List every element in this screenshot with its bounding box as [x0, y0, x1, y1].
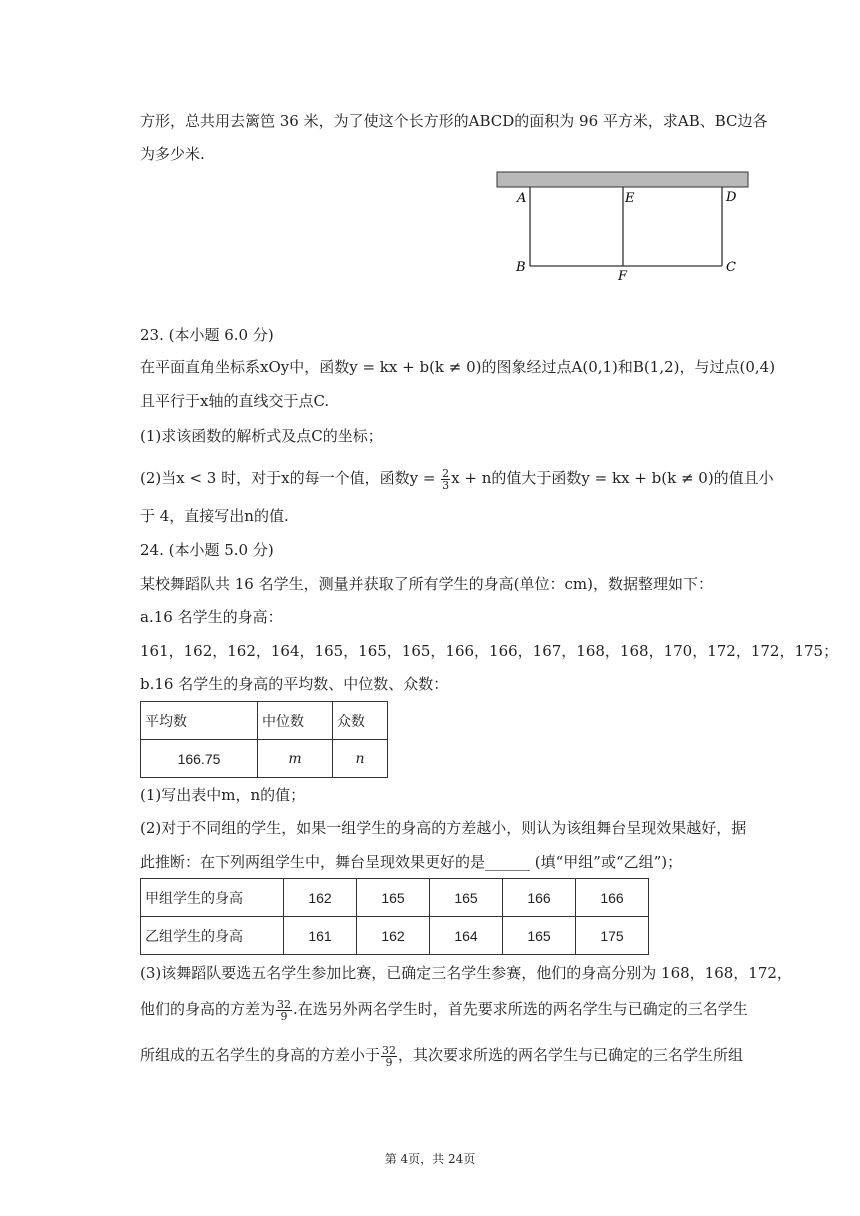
group-a-value: 166	[503, 879, 576, 917]
q23-header: 23. (本小题 6.0 分)	[140, 326, 274, 344]
q23-part-2-a: (2)当x < 3 时，对于x的每一个值，函数y =	[140, 469, 441, 487]
q23-part-2-c: 于 4，直接写出n的值.	[140, 507, 289, 525]
groups-table	[140, 878, 649, 955]
q24-part-2-b: 此推断：在下列两组学生中，舞台呈现效果更好的是______ (填“甲组”或“乙组”)；	[140, 853, 683, 871]
stats-value-median: m	[258, 740, 333, 778]
group-a-value: 165	[430, 879, 503, 917]
q24-part-3-c1: 所组成的五名学生的身高的方差小于	[140, 1046, 381, 1064]
table-row	[141, 879, 649, 917]
q24-line-1: 某校舞蹈队共 16 名学生，测量并获取了所有学生的身高(单位：cm)，数据整理如下：	[140, 575, 713, 593]
label-F: F	[618, 269, 628, 284]
q24-part-2-a: (2)对于不同组的学生，如果一组学生的身高的方差越小，则认为该组舞台呈现效果越好，据	[140, 819, 747, 837]
fraction-32-9: $\frac{32}{9}$	[382, 1043, 397, 1069]
page-footer: 第 4页，共 24页	[384, 1152, 476, 1166]
group-a-label: 甲组学生的身高	[141, 879, 284, 917]
group-b-value: 175	[576, 917, 649, 955]
group-a-value: 165	[357, 879, 430, 917]
intro-line-2: 为多少米.	[140, 145, 205, 163]
group-b-value: 165	[503, 917, 576, 955]
group-a-value: 166	[576, 879, 649, 917]
label-C: C	[726, 260, 736, 275]
q23-line-1: 在平面直角坐标系xOy中，函数y = kx + b(k ≠ 0)的图象经过点A(0,1)和B(1,2)，与过点(0,4)	[140, 358, 776, 376]
q24-part-1: (1)写出表中m，n的值；	[140, 786, 306, 804]
label-A: A	[517, 191, 527, 206]
wall-bar	[497, 172, 748, 187]
stats-table	[140, 701, 388, 778]
stats-header-median: 中位数	[258, 702, 333, 740]
label-B: B	[516, 260, 526, 275]
fence-figure	[490, 168, 752, 286]
stats-header-mean: 平均数	[141, 702, 258, 740]
q23-part-2	[140, 467, 774, 491]
stats-header-mode: 众数	[333, 702, 388, 740]
fraction-32-9: $\frac{32}{9}$	[277, 997, 292, 1023]
q24-part-3-c2: ，其次要求所选的两名学生与已确定的三名学生所组	[398, 1046, 744, 1064]
label-E: E	[625, 191, 635, 206]
group-b-value: 164	[430, 917, 503, 955]
q24-heights: 161，162，162，164，165，165，165，166，166，167，168，168，170，172，172，175；	[140, 642, 839, 660]
q24-part-3-b	[140, 998, 748, 1022]
q23-line-2: 且平行于x轴的直线交于点C.	[140, 392, 330, 410]
group-b-value: 161	[284, 917, 357, 955]
intro-line-1: 方形，总共用去篱笆 36 米，为了使这个长方形的ABCD的面积为 96 平方米，求AB、BC边各	[140, 112, 768, 130]
group-b-value: 162	[357, 917, 430, 955]
group-b-label: 乙组学生的身高	[141, 917, 284, 955]
q23-part-1: (1)求该函数的解析式及点C的坐标；	[140, 427, 383, 445]
q24-part-3-b1: 他们的身高的方差为	[140, 1000, 276, 1018]
table-row	[141, 917, 649, 955]
q24-b-label: b.16 名学生的身高的平均数、中位数、众数：	[140, 675, 449, 693]
label-D: D	[726, 190, 737, 205]
q24-part-3-c	[140, 1044, 743, 1068]
stats-value-mean: 166.75	[141, 740, 258, 778]
fraction-two-thirds: $\frac{2}{3}$	[442, 466, 450, 492]
stats-value-mode: n	[333, 740, 388, 778]
group-a-value: 162	[284, 879, 357, 917]
q24-a-label: a.16 名学生的身高：	[140, 608, 283, 626]
q24-part-3-a: (3)该舞蹈队要选五名学生参加比赛，已确定三名学生参赛，他们的身高分别为 168，168，172，	[140, 964, 792, 982]
q23-part-2-b: x + n的值大于函数y = kx + b(k ≠ 0)的值且小	[451, 469, 774, 487]
q24-part-3-b2: .在选另外两名学生时，首先要求所选的两名学生与已确定的三名学生	[293, 1000, 748, 1018]
q24-header: 24. (本小题 5.0 分)	[140, 541, 274, 559]
